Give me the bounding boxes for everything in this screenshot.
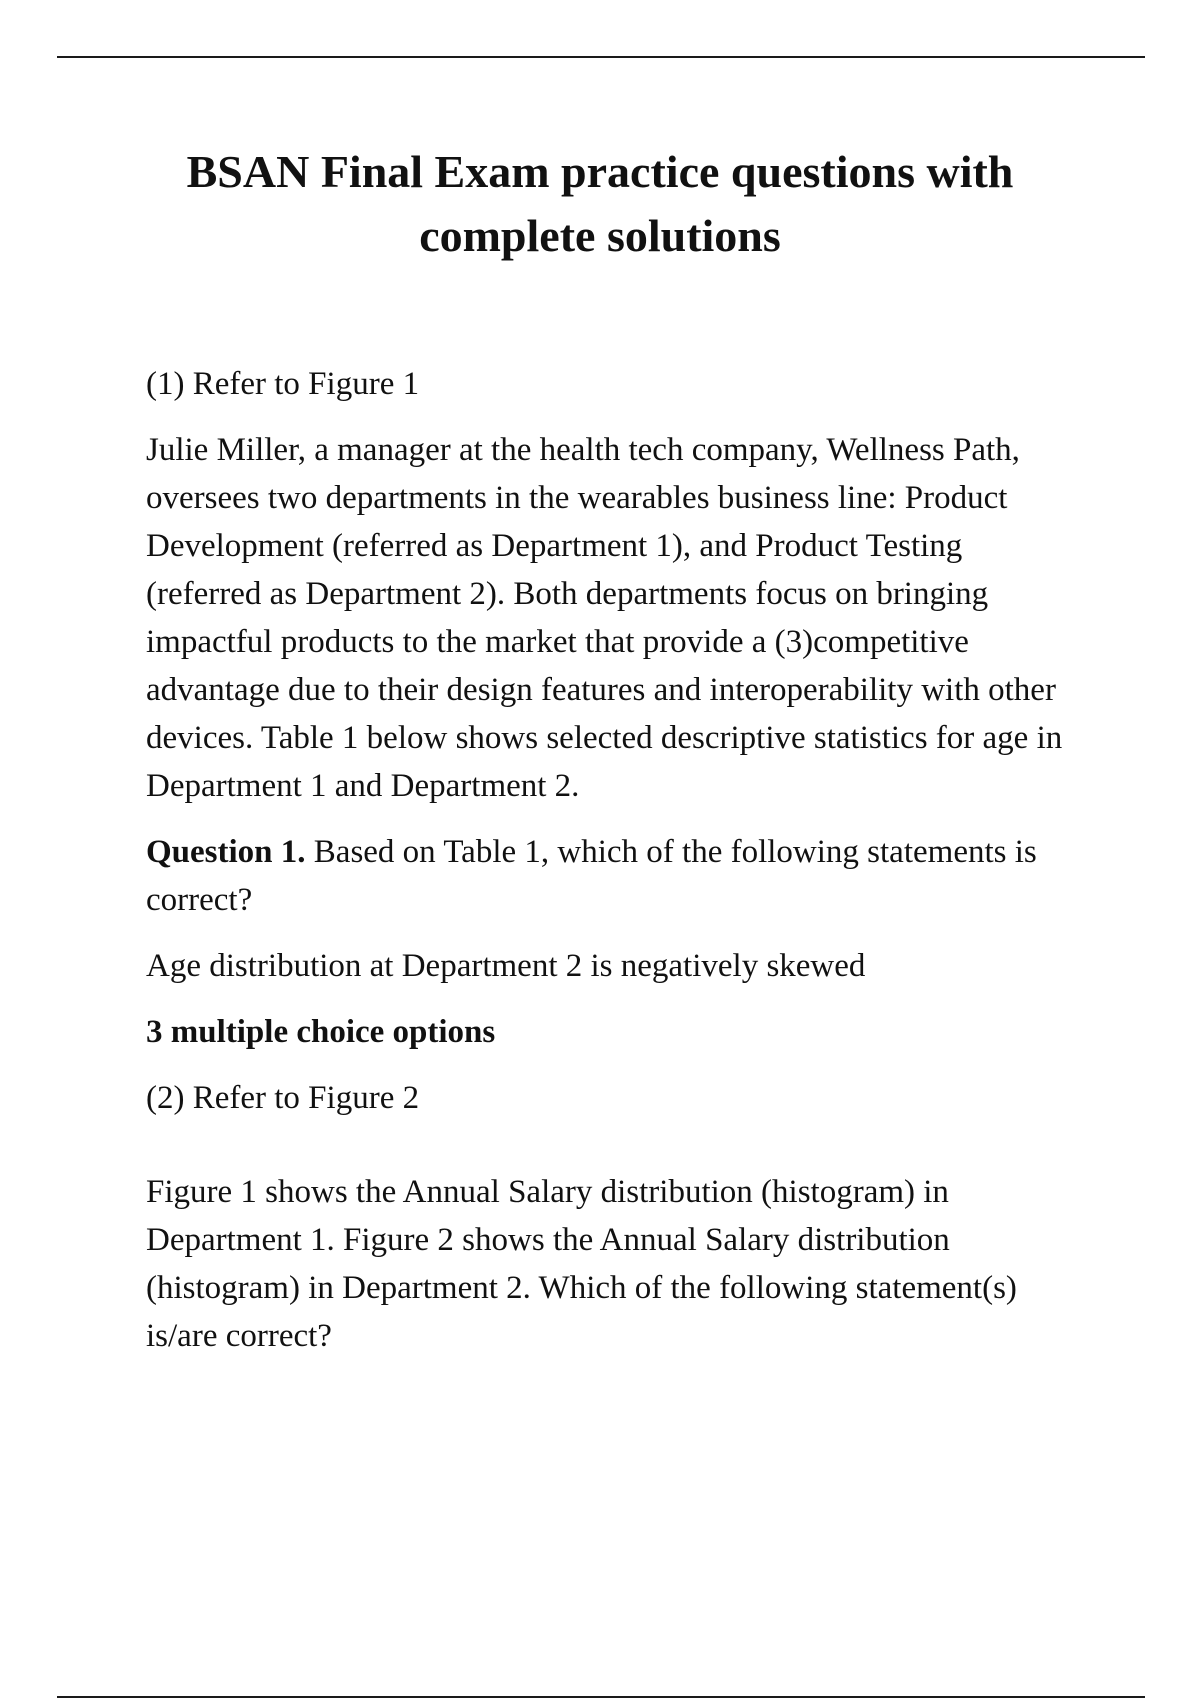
bottom-rule (57, 1696, 1145, 1698)
top-rule (57, 56, 1145, 58)
intro-paragraph: Julie Miller, a manager at the health tech company, Wellness Path, oversees two departments in the wearables business line: Product Development (referred as Department 1), and Product Testing (referred as Department 2). Both departments focus on bringing impactful products to the market that provide a (3)competitive advantage due to their design features and interoperability with other devices. Table 1 below shows selected descriptive statistics for age in Department 1 and Department 2. (146, 432, 1063, 804)
answer-1: Age distribution at Department 2 is negatively skewed (146, 948, 866, 984)
question-2-paragraph: Figure 1 shows the Annual Salary distribution (histogram) in Department 1. Figure 2 shows the Annual Salary distribution (histogram) in Department 2. Which of the following statement(s) is/are correct? (146, 1174, 1017, 1354)
question-1 (146, 828, 1076, 924)
document-body (146, 360, 1076, 1360)
question-1-label: Question 1. (146, 834, 306, 870)
figure-1-reference: (1) Refer to Figure 1 (146, 366, 420, 402)
question-1-text: Based on Table 1, which of the following statements is correct? (146, 834, 1037, 918)
multiple-choice-note: 3 multiple choice options (146, 1014, 496, 1050)
page-title: BSAN Final Exam practice questions with complete solutions (186, 146, 1014, 261)
figure-2-reference: (2) Refer to Figure 2 (146, 1080, 420, 1116)
